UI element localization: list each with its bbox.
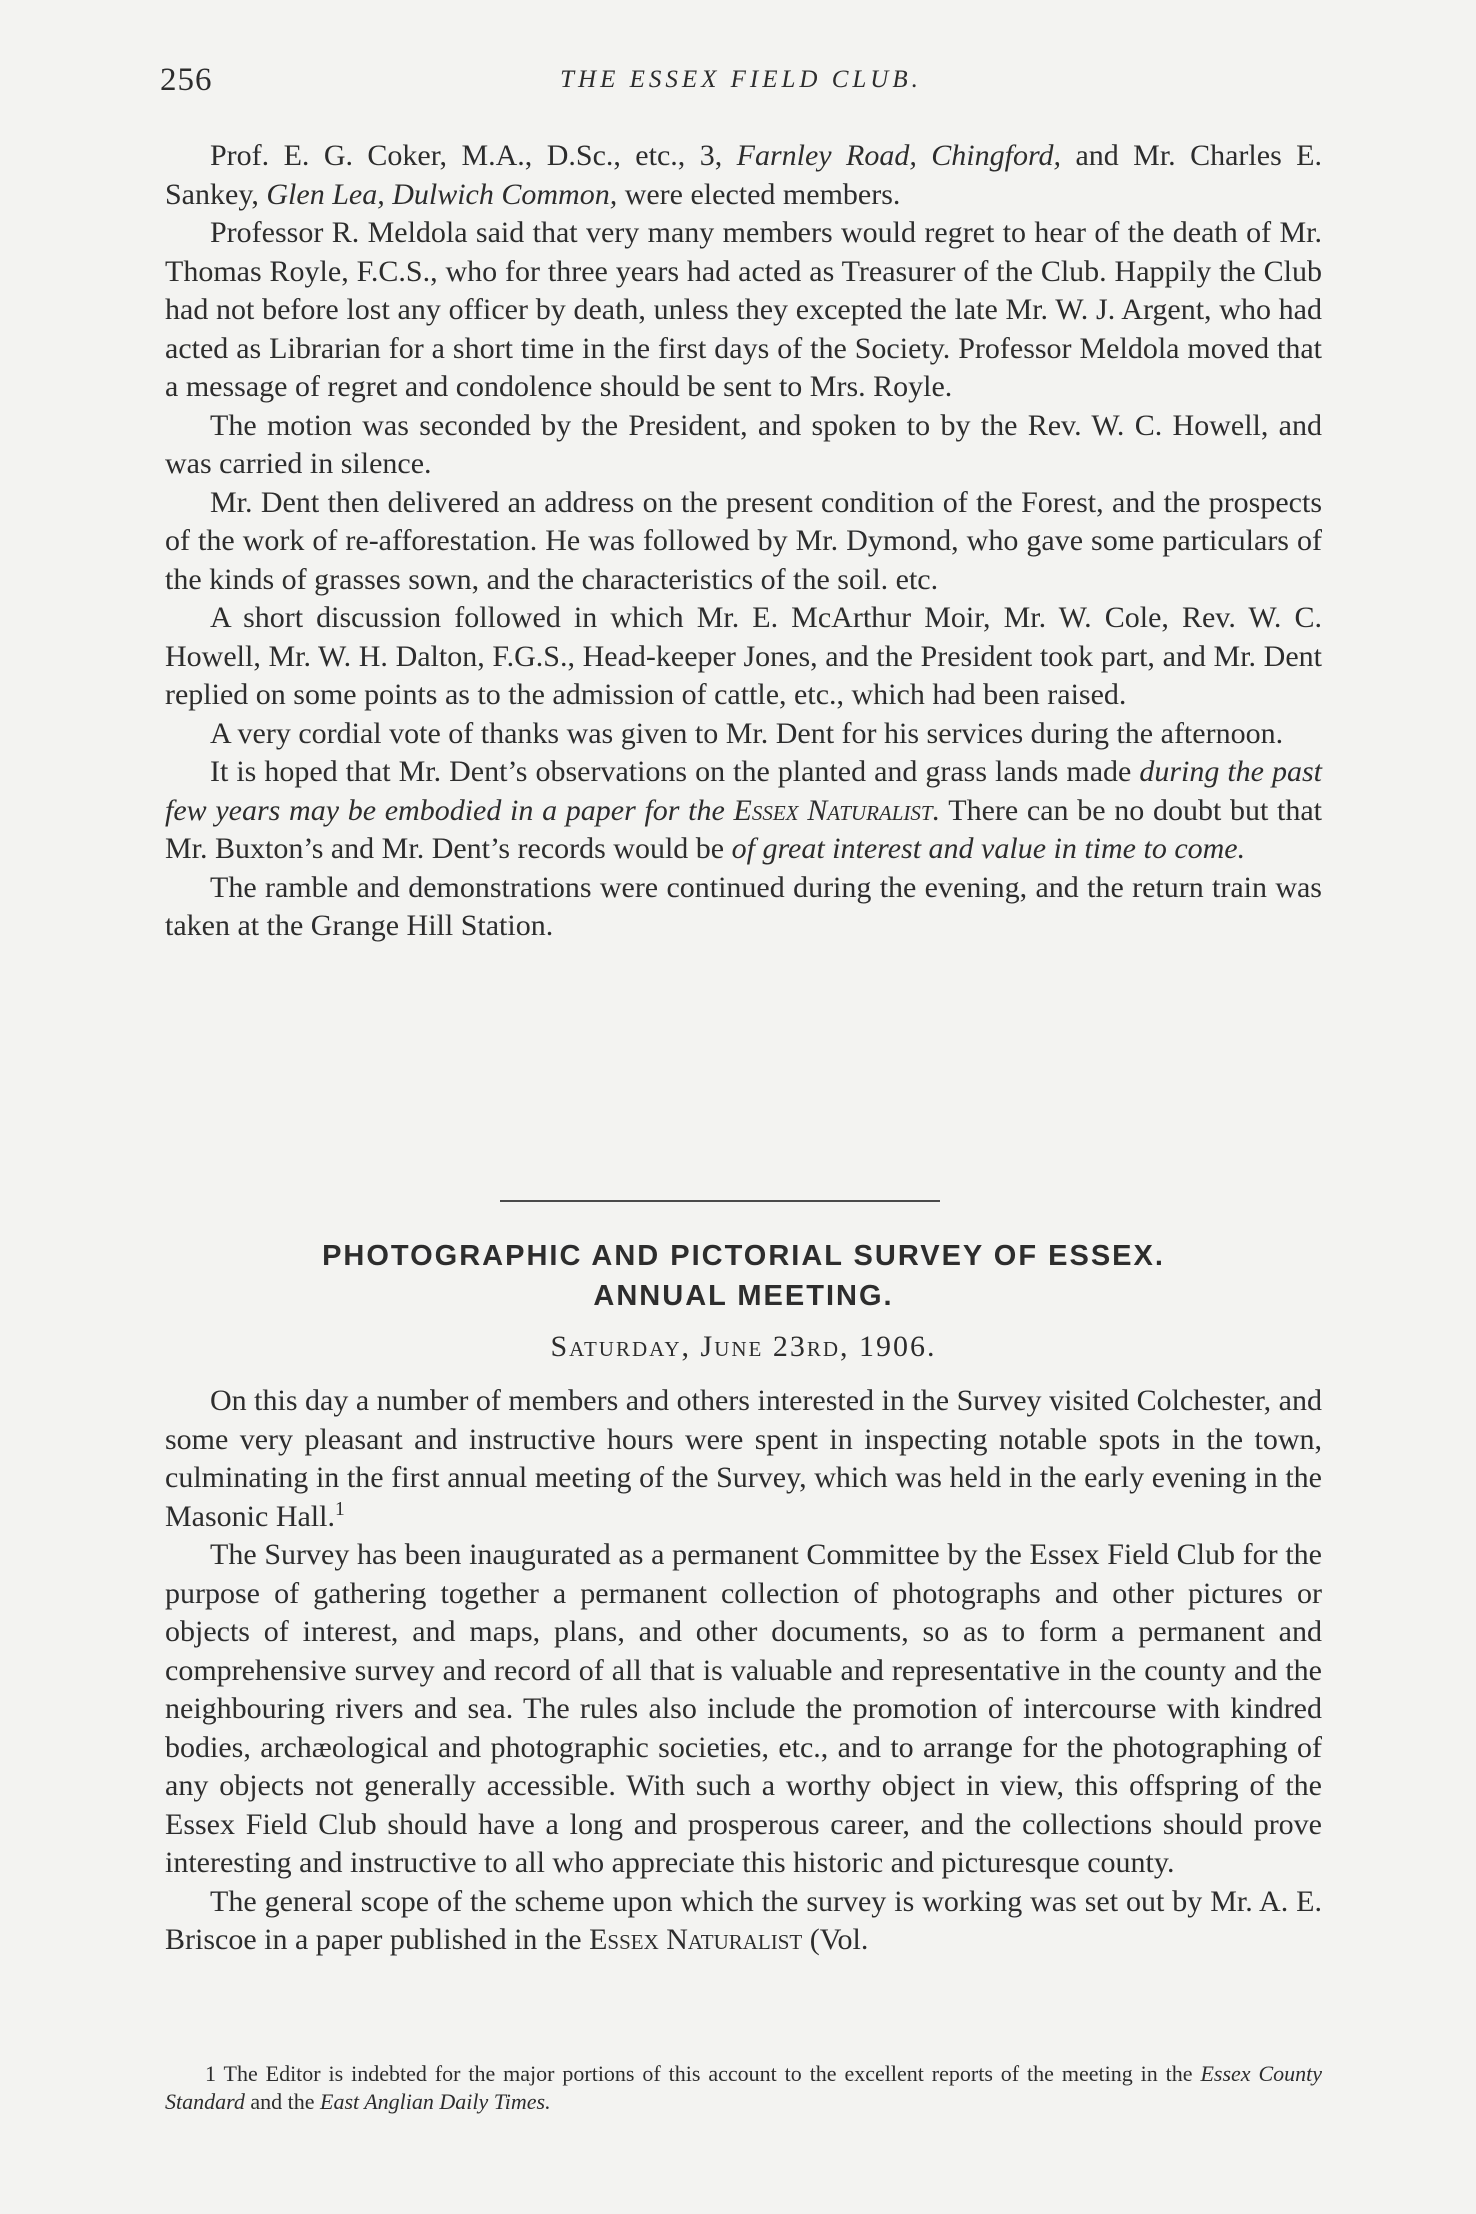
survey-meeting-report	[165, 1382, 1322, 1960]
address-dulwich: Glen Lea, Dulwich Common,	[266, 177, 618, 211]
section-subtitle: ANNUAL MEETING.	[593, 1280, 894, 1312]
paragraph-motion-seconded: The motion was seconded by the President, and spoken to by the Rev. W. C. Howell, and was carried in silence.	[165, 408, 1322, 480]
general-scope-text-2: (Vol.	[802, 1923, 869, 1956]
footnote-text	[165, 2060, 1322, 2116]
newspaper-name: Essex County Standard	[165, 2061, 1322, 2114]
section-divider	[500, 1200, 940, 1202]
paragraph-general-scope	[165, 1883, 1322, 1960]
paragraph-dent-address: Mr. Dent then delivered an address on the present condition of the Forest, and the prospects of the work of re-afforestation. He was followed by Mr. Dymond, who gave some particulars of the kinds of grasses sown, and the characteristics of the soil. etc.	[165, 485, 1322, 596]
page-header	[160, 60, 1322, 108]
observations-text-2: There can be no doubt but that Mr. Buxton’s and Mr. Dent’s records would be	[165, 793, 1322, 865]
paragraph-colchester-visit	[165, 1382, 1322, 1536]
running-head: THE ESSEX FIELD CLUB.	[560, 66, 922, 93]
paragraph-survey-purpose: The Survey has been inaugurated as a permanent Committee by the Essex Field Club for the purpose of gathering together a permanent collection of photographs and other pictures or objects of interest, and maps, plans, and other documents, so as to form a permanent and comprehensive survey and record of all that is valuable and representative in the county and the neighbouring rivers and sea. The rules also include the promotion of intercourse with kindred bodies, archæological and photographic societies, etc., and to arrange for the photographing of any objects not generally accessible. With such a worthy object in view, this offspring of the Essex Field Club should have a long and prosperous career, and the collections should prove interesting and instructive to all who appreciate this historic and picturesque county.	[165, 1538, 1322, 1879]
journal-name: Essex Naturalist.	[733, 793, 941, 827]
page-number: 256	[160, 62, 213, 98]
journal-name: Essex Naturalist	[589, 1923, 803, 1956]
footnote-body-2: and the	[244, 2089, 321, 2114]
section-title: PHOTOGRAPHIC AND PICTORIAL SURVEY OF ESSEX.	[322, 1240, 1165, 1272]
general-scope-text: The general scope of the scheme upon which the survey is working was set out by Mr. A. E. Briscoe in a paper published in the	[165, 1884, 1322, 1956]
address-chingford: Farnley Road, Chingford,	[736, 139, 1062, 172]
new-members-text: Prof. E. G. Coker, M.A., D.Sc., etc., 3,	[210, 139, 737, 172]
footnote-reference: 1	[334, 1498, 345, 1520]
colchester-visit-text: On this day a number of members and others interested in the Survey visited Colchester, and some very pleasant and instructive hours were spent in inspecting notable spots in the town, culminating in the first annual meeting of the Survey, which was held in the early evening in the Masonic Hall.	[165, 1384, 1322, 1533]
footnote	[165, 2060, 1322, 2116]
new-members-text-2: and Mr. Charles E. Sankey,	[165, 139, 1322, 211]
club-meeting-report	[165, 137, 1322, 946]
paragraph-dent-observations	[165, 753, 1322, 869]
paragraph-ramble: The ramble and demonstrations were continued during the evening, and the return train was taken at the Grange Hill Station.	[165, 870, 1322, 942]
footnote-marker: 1	[205, 2061, 216, 2086]
paragraph-vote-of-thanks: A very cordial vote of thanks was given to Mr. Dent for his services during the afternoon.	[210, 716, 1284, 750]
observations-italic-2: of great interest and value in time to come.	[731, 832, 1246, 865]
footnote-body: The Editor is indebted for the major portions of this account to the excellent reports of the meeting in the	[216, 2061, 1201, 2086]
paragraph-discussion: A short discussion followed in which Mr. E. McArthur Moir, Mr. W. Cole, Rev. W. C. Howell, Mr. W. H. Dalton, F.G.S., Head-keeper Jones, and the President took part, and Mr. Dent replied on some points as to the admission of cattle, etc., which had been raised.	[165, 601, 1322, 711]
observations-text: It is hoped that Mr. Dent’s observations on the planted and grass lands made	[210, 755, 1140, 788]
meeting-date: Saturday, June 23rd, 1906.	[550, 1330, 937, 1363]
paragraph-royle-death: Professor R. Meldola said that very many members would regret to hear of the death of Mr. Thomas Royle, F.C.S., who for three years had acted as Treasurer of the Club. Happily the Club had not before lost any officer by death, unless they excepted the late Mr. W. J. Argent, who had acted as Librarian for a short time in the first days of the Society. Professor Meldola moved that a message of regret and condolence should be sent to Mrs. Royle.	[165, 216, 1322, 403]
observations-italic: during the past few years may be embodied in a paper for the	[165, 755, 1322, 827]
new-members-text-3: were elected members.	[617, 177, 901, 211]
paragraph-new-members	[165, 137, 1322, 214]
newspaper-name: East Anglian Daily Times.	[320, 2089, 551, 2114]
